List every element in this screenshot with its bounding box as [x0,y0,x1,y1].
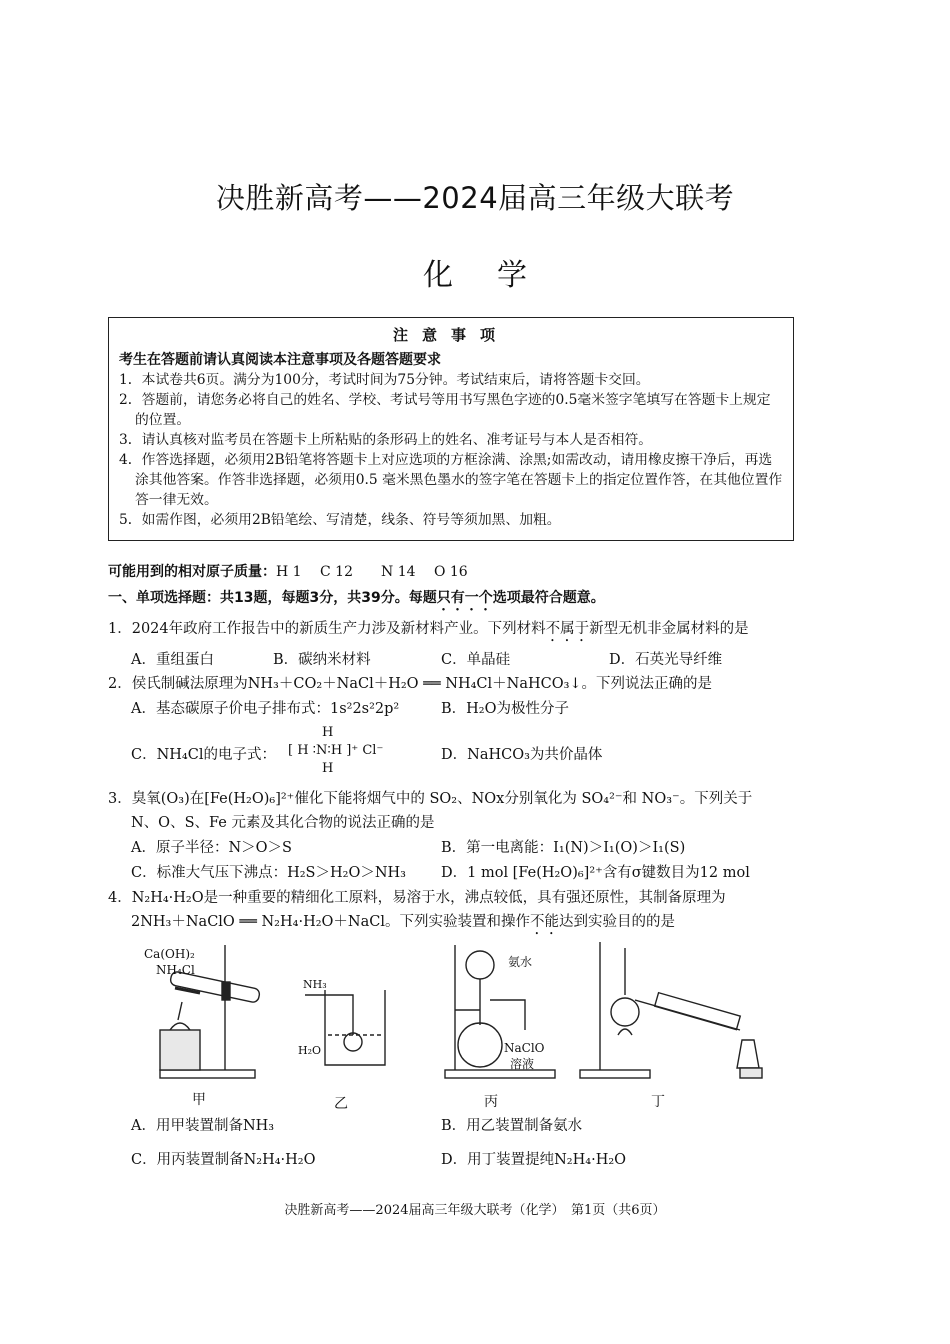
notice-item: 3．请认真核对监考员在答题卡上所粘贴的条形码上的姓名、准考证号与本人是否相符。 [119,432,653,448]
label-h2o: H₂O [298,1044,322,1057]
q4-stem-line1: 4．N₂H₄·H₂O是一种重要的精细化工原料，易溶于水，沸点较低，具有强还原性，其制备原理为 [108,890,726,906]
atomic-mass-line [108,561,468,581]
label-nh4cl: NH₄Cl [156,963,195,977]
q1-option-b: B．碳纳米材料 [273,652,371,668]
caption-ding: 丁 [651,1094,665,1110]
q1-stem-a: 1．2024年政府工作报告中的新质生产力涉及新材料产业。下列材料 [108,621,546,637]
bing-funnel [466,951,494,979]
label-ammonia-water: 氨水 [508,955,533,969]
jia-clamp [222,982,230,1000]
notice-item: 1．本试卷共6页。满分为100分，考试时间为75分钟。考试结束后，请将答题卡交回。 [119,372,650,388]
q3-option-b: B．第一电离能：I₁(N)＞I₁(O)＞I₁(S) [441,840,686,856]
apparatus-bing [445,945,555,1078]
section1-tail: 选项最符合题意。 [492,590,605,606]
page-footer: 决胜新高考——2024届高三年级大联考（化学） 第1页（共6页） [284,1203,666,1218]
caption-yi: 乙 [334,1096,348,1112]
q2-option-a: A．基态碳原子价电子排布式：1s²2s²2p² [131,701,400,717]
q1-option-d: D．石英光导纤维 [609,652,723,668]
bing-side-tube [490,1000,525,1030]
label-nh3: NH₃ [303,978,327,991]
subject-title: 化学 [423,258,571,293]
q1-stem [108,617,749,645]
q1-option-c: C．单晶硅 [441,652,511,668]
electron-dot-formula [288,724,383,778]
notice-item: 4．作答选择题，必须用2B铅笔将答题卡上对应选项的方框涂满、涂黑;如需改动，请用橡皮擦干净后，再选涂其他答案。作答非选择题，必须用0.5 毫米黑色墨水的签字笔在答题卡上的指定位置作答，在其他位置作答一律无效。 [119,452,783,508]
ding-lamp [618,1029,632,1035]
atomic-mass-label: 可能用到的相对原子质量： [108,564,276,580]
ding-base [580,1070,650,1078]
notice-heading: 注意事项 [392,326,509,344]
bing-flask [458,1023,502,1067]
q3-option-d: D．1 mol [Fe(H₂O)₆]²⁺含有σ键数目为12 mol [441,865,750,881]
exam-title: 决胜新高考——2024届高三年级大联考 [215,181,735,215]
atomic-mass-values: H 1 C 12 N 14 O 16 [276,564,468,580]
electron-dot-bottom: H [322,761,334,776]
q2-option-d: D．NaHCO₃为共价晶体 [441,747,603,763]
label-caoh2: Ca(OH)₂ [144,947,195,961]
q1-option-a: A．重组蛋白 [131,652,214,668]
electron-dot-middle: [ H ∶N∶H ]⁺ Cl⁻ [288,743,384,758]
jia-lamp [170,1023,190,1030]
q1-emphasis: 不属于 [545,621,590,637]
notice-box [108,317,794,541]
section1-heading [108,587,605,614]
q4-stem-b: 达到实验目的的是 [558,914,675,930]
label-naclo: NaClO [504,1041,545,1055]
label-solution: 溶液 [510,1057,535,1071]
section1-emphasis: 只有一个 [436,590,493,606]
q4-option-c: C．用丙装置制备N₂H₄·H₂O [131,1152,316,1168]
q4-option-d: D．用丁装置提纯N₂H₄·H₂O [441,1152,627,1168]
bing-base [445,1070,555,1078]
q3-stem-line1: 3．臭氧(O₃)在[Fe(H₂O)₆]²⁺催化下能将烟气中的 SO₂、NOx分别氧化为 SO₄²⁻和 NO₃⁻。下列关于 [108,791,753,807]
q3-stem-line2: N、O、S、Fe 元素及其化合物的说法正确的是 [131,815,435,831]
q1-stem-b: 新型无机非金属材料的是 [589,621,749,637]
q4-emphasis: 不能 [529,914,559,930]
yi-beaker [325,990,385,1065]
q2-option-c: C．NH₄Cl的电子式： [131,747,276,763]
jia-flame [178,1002,182,1020]
ding-receiver [737,1040,759,1068]
caption-bing: 丙 [484,1094,498,1110]
q3-option-c: C．标准大气压下沸点：H₂S＞H₂O＞NH₃ [131,865,406,881]
notice-subheading: 考生在答题前请认真阅读本注意事项及各题答题要求 [119,352,441,368]
ding-condenser [655,993,741,1030]
section1-lead: 一、单项选择题：共13题，每题3分，共39分。每题 [108,590,437,606]
ding-block [740,1068,762,1078]
q3-option-a: A．原子半径：N＞O＞S [131,840,292,856]
notice-item: 5．如需作图，必须用2B铅笔绘、写清楚，线条、符号等须加黑、加粗。 [119,512,561,528]
apparatus-ding [580,942,762,1078]
q4-option-a: A．用甲装置制备NH₃ [131,1118,275,1134]
jia-base [160,1070,255,1078]
electron-dot-top: H [322,725,334,740]
yi-tube [305,995,353,1035]
q2-option-b: B．H₂O为极性分子 [441,701,570,717]
apparatus-figures [130,940,790,1110]
q4-option-b: B．用乙装置制备氨水 [441,1118,583,1134]
notice-item: 2．答题前，请您务必将自己的姓名、学校、考试号等用书写黑色字迹的0.5毫米签字笔填写在答题卡上规定的位置。 [119,392,771,428]
jia-block [160,1030,200,1070]
q4-stem-line2 [131,910,675,938]
q2-stem: 2．侯氏制碱法原理为NH₃＋CO₂＋NaCl＋H₂O ══ NH₄Cl＋NaHCO₃↓。下列说法正确的是 [108,676,713,692]
q4-stem-a: 2NH₃＋NaClO ══ N₂H₄·H₂O＋NaCl。下列实验装置和操作 [131,914,530,930]
caption-jia: 甲 [192,1092,206,1108]
ding-flask [611,998,639,1026]
